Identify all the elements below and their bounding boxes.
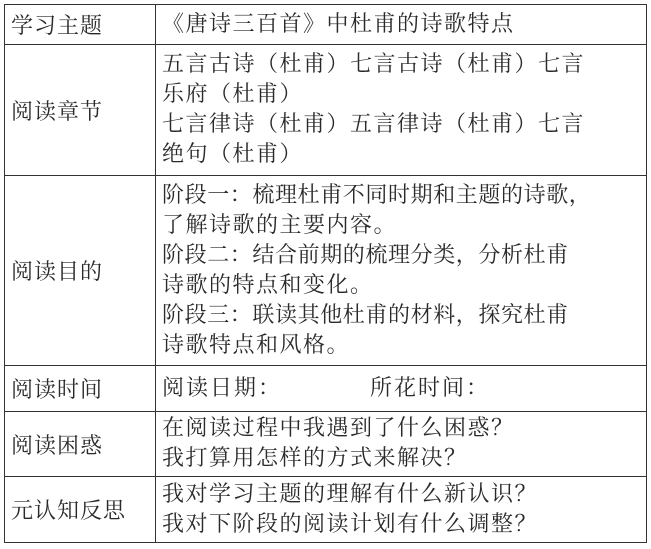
reflection-line: 我对下阶段的阅读计划有什么调整？	[162, 511, 539, 537]
topic-line: 《唐诗三百首》中杜甫的诗歌特点	[162, 11, 515, 37]
content-reading-puzzles	[156, 412, 647, 477]
goal-line: 了解诗歌的主要内容。	[162, 212, 398, 238]
row-reading-time	[5, 366, 647, 412]
content-reading-chapters	[156, 45, 647, 176]
label-reading-goals: 阅读目的	[5, 176, 156, 366]
puzzle-line: 在阅读过程中我遇到了什么困惑？	[162, 416, 515, 441]
reading-date-label: 阅读日期：	[162, 375, 283, 401]
time-spent-label: 所花时间：	[370, 375, 491, 401]
content-study-topic	[156, 5, 647, 45]
goal-line: 阶段一：梳理杜甫不同时期和主题的诗歌，	[162, 182, 592, 208]
content-reading-goals	[156, 176, 647, 366]
row-reading-puzzles	[5, 412, 647, 477]
row-metacognitive-reflection	[5, 477, 647, 543]
label-metacognitive-reflection: 元认知反思	[5, 477, 156, 543]
chapter-line: 七言律诗（杜甫）五言律诗（杜甫）七言	[162, 112, 586, 137]
goal-line: 诗歌特点和风格。	[162, 332, 351, 358]
label-study-topic: 学习主题	[5, 5, 156, 45]
label-reading-chapters: 阅读章节	[5, 45, 156, 176]
goal-line: 阶段二：结合前期的梳理分类，分析杜甫	[162, 242, 569, 268]
chapter-line: 乐府（杜甫）	[162, 82, 304, 107]
content-reading-time	[156, 366, 647, 412]
row-study-topic	[5, 5, 647, 45]
row-reading-chapters	[5, 45, 647, 176]
chapter-line: 五言古诗（杜甫）七言古诗（杜甫）七言	[162, 52, 586, 77]
row-reading-goals	[5, 176, 647, 366]
puzzle-line: 我打算用怎样的方式来解决？	[162, 446, 468, 471]
content-metacognitive-reflection	[156, 477, 647, 543]
goal-line: 阶段三：联读其他杜甫的材料，探究杜甫	[162, 302, 569, 328]
goal-line: 诗歌的特点和变化。	[162, 272, 374, 298]
label-reading-time: 阅读时间	[5, 366, 156, 412]
chapter-line: 绝句（杜甫）	[162, 142, 304, 167]
reading-plan-table	[4, 4, 647, 543]
reflection-line: 我对学习主题的理解有什么新认识？	[162, 481, 539, 507]
label-reading-puzzles: 阅读困惑	[5, 412, 156, 477]
